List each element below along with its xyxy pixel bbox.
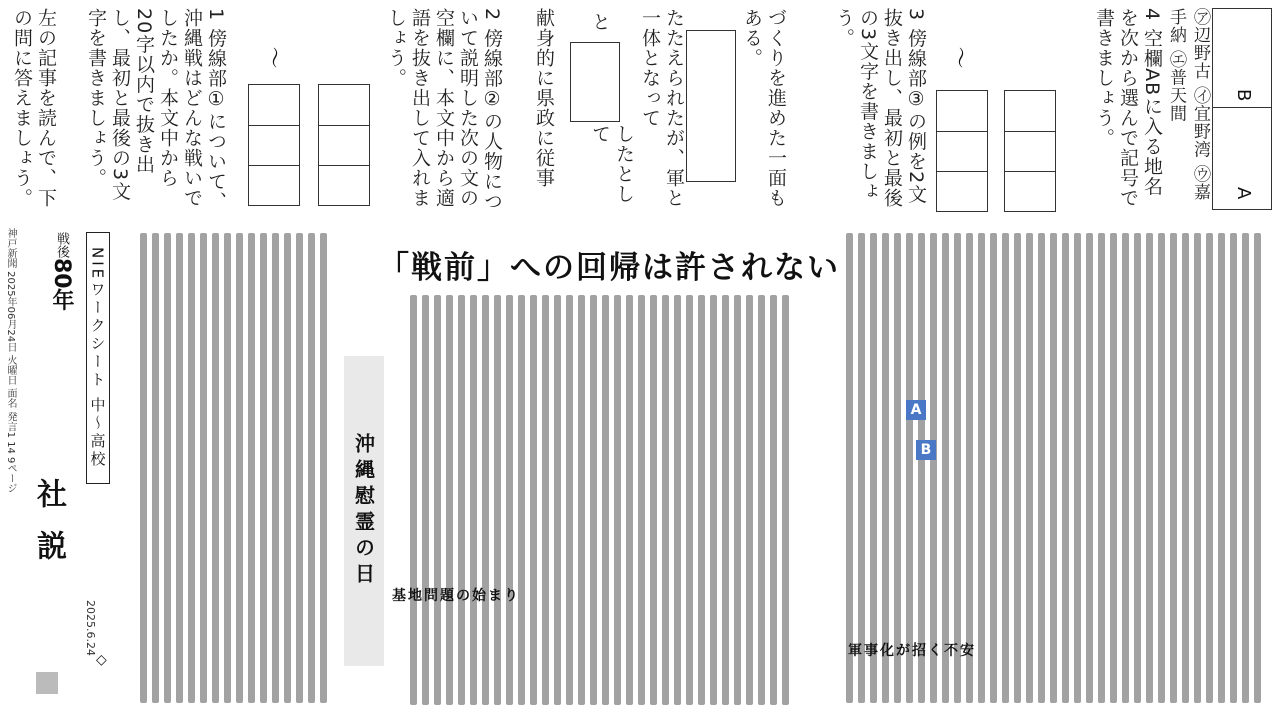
blank-marker-a: A — [906, 400, 926, 420]
blank-marker-b: B — [916, 440, 936, 460]
q1-tilde: 〜 — [260, 46, 286, 69]
sengo-label: 戦後 — [54, 232, 69, 258]
ws-question-2: 2 傍線部②の人物について説明した次の文の空欄に、本文中から適語を抜き出して入れましょう。 — [385, 8, 503, 212]
table-label-b: B — [1233, 89, 1254, 102]
table-label-a: A — [1233, 187, 1254, 200]
gray-block — [36, 672, 58, 694]
q2-sentence-1b: と — [589, 12, 611, 32]
shasetsu-title: 社説 — [31, 478, 66, 582]
diamond-icon: ◇ — [96, 652, 107, 668]
q1-answer-start[interactable] — [248, 84, 300, 206]
q2-sentence-3: たたえられたが、軍と一体となって — [639, 8, 685, 208]
q2-answer-2[interactable] — [686, 30, 736, 182]
ws-intro: 左の記事を読んで、下の問に答えましょう。 — [11, 8, 57, 208]
paper-meta: 神戸新聞 2025年06月24日 火曜日 面名 発言1 14 9ページ — [5, 228, 16, 494]
nie-label: NIEワークシート 中〜高校 — [86, 232, 110, 484]
q2-answer-1[interactable] — [570, 42, 620, 122]
q3-answer-end[interactable] — [1004, 90, 1056, 212]
ws-question-4: 4 空欄ABに入る地名を次から選んで記号で書きましょう。 — [1093, 8, 1163, 208]
subhead-origin: 基地問題の始まり — [392, 588, 520, 604]
subhead-militarization: 軍事化が招く不安 — [848, 643, 976, 659]
article-headline: 「戦前」への回帰は許されない — [378, 250, 840, 286]
side-title: 沖縄慰霊の日 — [344, 356, 384, 666]
sengo-years: 80年 — [49, 258, 74, 311]
q4-options: ㋐辺野古 ㋑宜野湾 ㋒嘉手納 ㋓普天間 — [1166, 8, 1210, 201]
ws-question-3: 3 傍線部③の例を2文抜き出し、最初と最後の3文字を書きましょう。 — [833, 8, 927, 208]
q2-sentence-4: づくりを進めた一面もある。 — [741, 8, 787, 208]
article-date: 2025.6.24 — [84, 600, 97, 656]
q2-sentence-2: したとして — [589, 124, 635, 204]
answer-table-ab — [1212, 8, 1272, 210]
q3-tilde: 〜 — [946, 46, 972, 69]
article-body — [60, 225, 1270, 715]
q2-sentence-1: 献身的に県政に従事 — [533, 8, 555, 188]
q3-answer-start[interactable] — [936, 90, 988, 212]
ws-question-1: 1 傍線部①について、沖縄戦はどんな戦いでしたか。本文中から20字以内で抜き出し、最初と最後の3文字を書きましょう。 — [85, 8, 227, 212]
q1-answer-end[interactable] — [318, 84, 370, 206]
